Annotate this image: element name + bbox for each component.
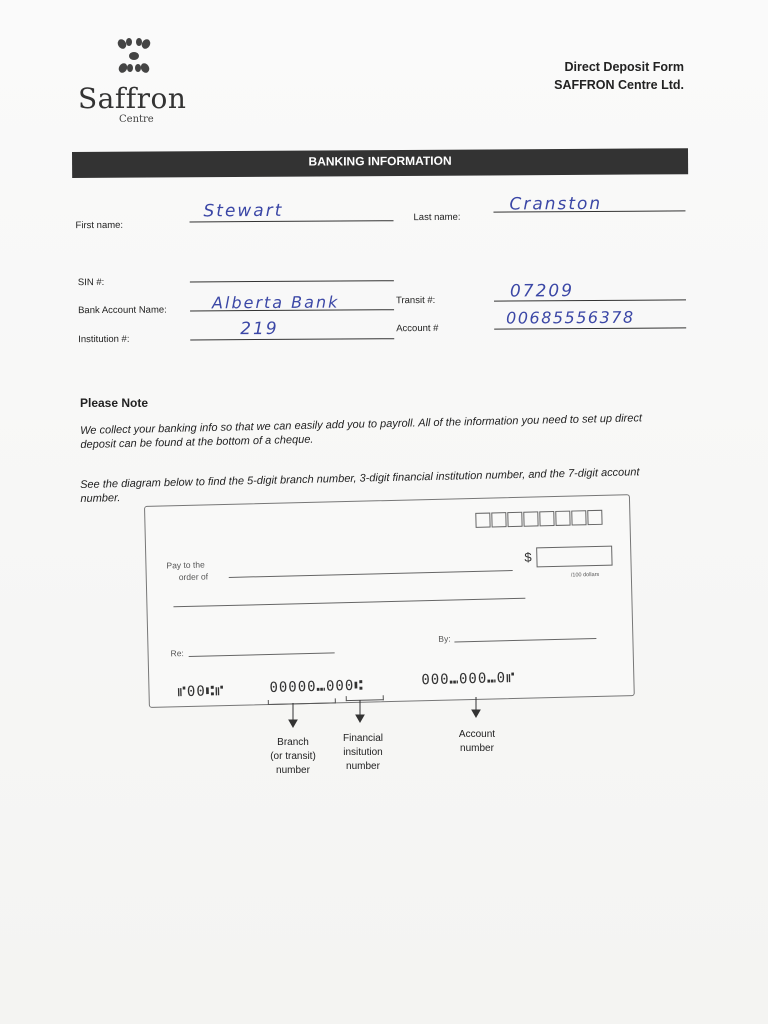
signature-line bbox=[454, 638, 596, 642]
dollar-sign: $ bbox=[524, 549, 532, 565]
by-label: By: bbox=[438, 633, 451, 644]
order-of-label: order of bbox=[178, 571, 209, 583]
institution-label: Institution #: bbox=[78, 333, 130, 346]
account-value[interactable]: 00685556378 bbox=[506, 307, 635, 328]
section-title-bar: BANKING INFORMATION bbox=[72, 148, 688, 178]
amount-box bbox=[536, 546, 612, 568]
form-title: Direct Deposit Form bbox=[564, 60, 684, 74]
micr-cheque-number: ⑈00⑆⑈ bbox=[177, 683, 225, 701]
transit-value[interactable]: 07209 bbox=[509, 281, 575, 302]
logo-subtitle: Centre bbox=[119, 114, 154, 125]
account-caption: Account number bbox=[458, 729, 496, 754]
institution-bracket bbox=[346, 695, 384, 701]
company-name: SAFFRON Centre Ltd. bbox=[554, 78, 684, 92]
cheque-number-boxes bbox=[475, 510, 603, 528]
account-line bbox=[494, 327, 686, 329]
branch-caption: Branch (or transit) number bbox=[270, 737, 316, 776]
bank-account-name-label: Bank Account Name: bbox=[78, 304, 167, 317]
institution-value[interactable]: 219 bbox=[240, 318, 279, 340]
institution-line bbox=[190, 338, 394, 340]
amount-words-line bbox=[173, 598, 525, 608]
payee-line bbox=[229, 570, 513, 578]
first-name-label: First name: bbox=[75, 219, 124, 232]
note-paragraph-2: See the diagram below to find the 5-digit branch number, 3-digit financial institution number, and the 7-digit account number. bbox=[80, 466, 640, 505]
sin-label: SIN #: bbox=[77, 276, 105, 289]
transit-label: Transit #: bbox=[395, 294, 436, 307]
cheque-diagram bbox=[144, 494, 635, 708]
last-name-label: Last name: bbox=[413, 211, 461, 224]
hundred-dollars-label: /100 dollars bbox=[570, 571, 600, 579]
institution-caption: Financial insitution number bbox=[342, 733, 384, 772]
note-title: Please Note bbox=[80, 396, 149, 410]
logo-name: Saffron bbox=[78, 82, 187, 115]
last-name-value[interactable]: Cranston bbox=[509, 193, 603, 215]
note-paragraph-1: We collect your banking info so that we can easily add you to payroll. All of the information you need to set up direct deposit can be found at the bottom of a cheque. bbox=[80, 412, 643, 451]
sin-line[interactable] bbox=[190, 280, 394, 282]
micr-account: 000⑉000⑉0⑈ bbox=[421, 669, 516, 689]
account-label: Account # bbox=[396, 322, 439, 335]
branch-bracket bbox=[268, 698, 336, 705]
micr-transit-institution: 00000⑉000⑆ bbox=[269, 677, 364, 696]
bank-account-name-value[interactable]: Alberta Bank bbox=[211, 292, 340, 313]
first-name-value[interactable]: Stewart bbox=[203, 200, 284, 222]
pay-to-label: Pay to the bbox=[166, 559, 205, 571]
banking-form bbox=[0, 0, 768, 401]
re-line bbox=[189, 652, 335, 657]
re-label: Re: bbox=[170, 648, 184, 659]
